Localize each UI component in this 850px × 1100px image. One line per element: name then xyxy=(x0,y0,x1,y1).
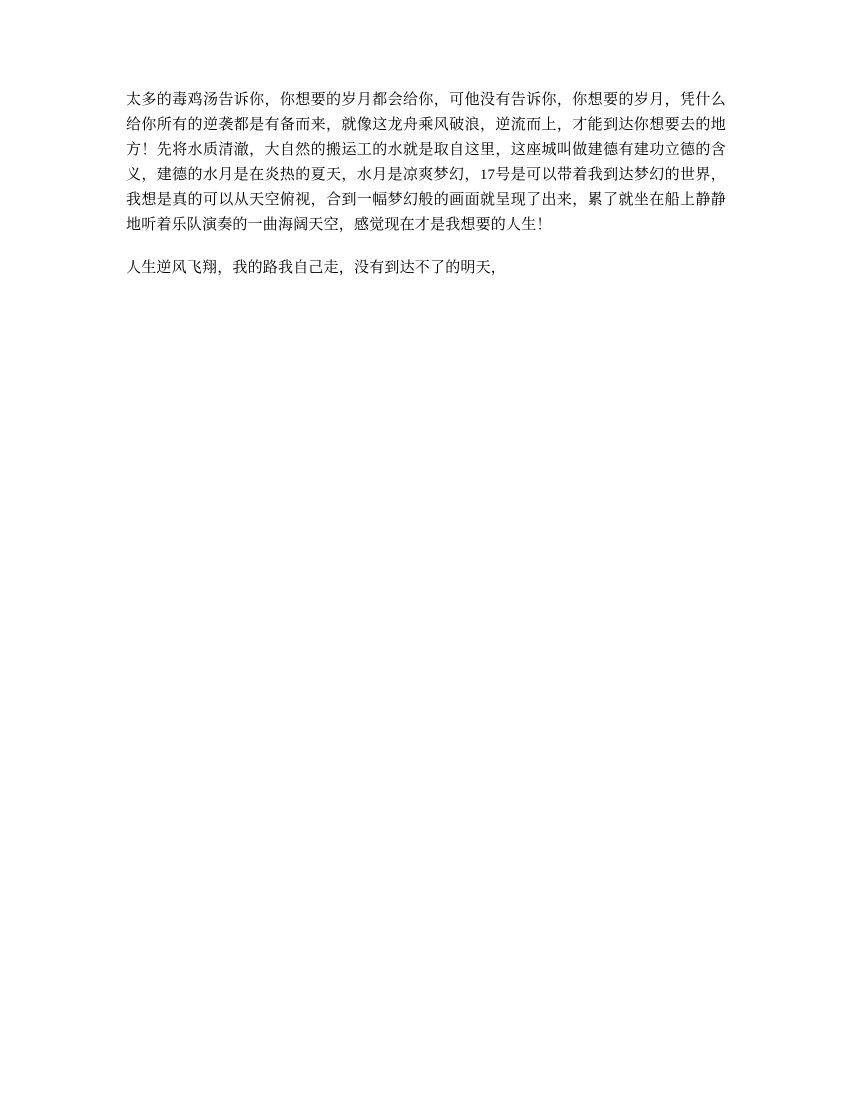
document-body xyxy=(126,88,726,281)
paragraph-2: 人生逆风飞翔，我的路我自己走，没有到达不了的明天， xyxy=(126,260,507,276)
paragraph-1: 太多的毒鸡汤告诉你，你想要的岁月都会给你，可他没有告诉你，你想要的岁月，凭什么给你所有的逆袭都是有备而来，就像这龙舟乘风破浪，逆流而上，才能到达你想要去的地方！先将水质清澈，大自然的搬运工的水就是取自这里，这座城叫做建德有建功立德的含义，建德的水月是在炎热的夏天，水月是凉爽梦幻，17号是可以带着我到达梦幻的世界，我想是真的可以从天空俯视，合到一幅梦幻般的画面就呈现了出来，累了就坐在船上静静地听着乐队演奏的一曲海阔天空，感觉现在才是我想要的人生！ xyxy=(126,92,726,233)
